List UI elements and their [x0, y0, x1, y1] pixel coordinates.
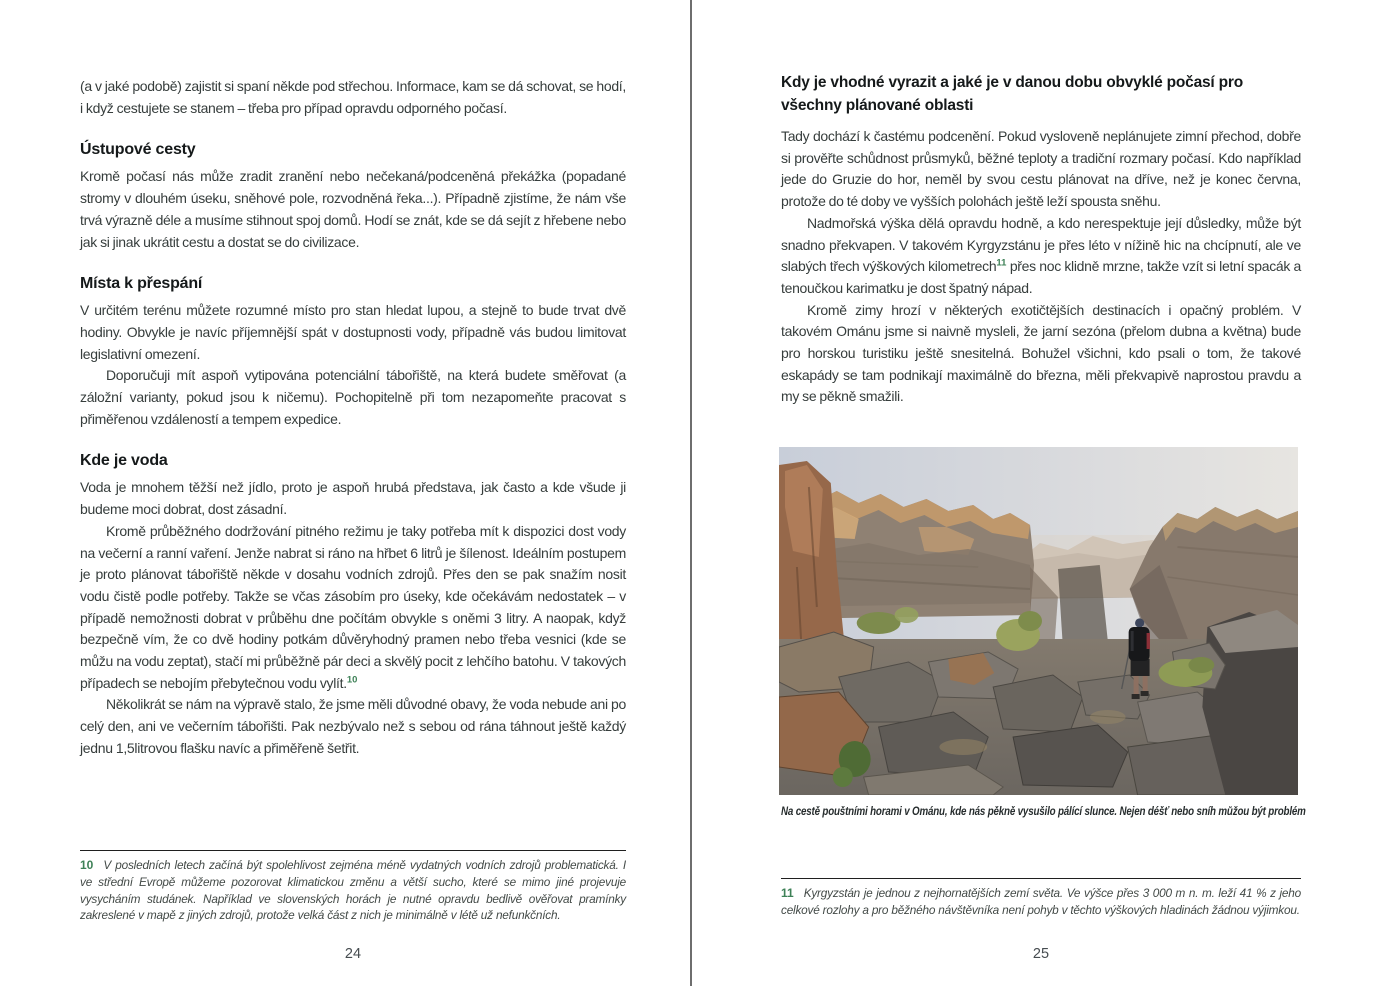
footnote-number: 10 — [80, 858, 94, 872]
page-number-25: 25 — [1032, 946, 1050, 962]
paragraph: Několikrát se nám na výpravě stalo, že jsme měli důvodné obavy, že voda nebude ani po celý den, ani ve večerním tábořišti. Pak nezbývalo než s sebou od rána táhnout ještě každý jednu 1,5litrovou flašku navíc a přiměřeně šetřit. — [80, 696, 626, 756]
chapter-heading: Kdy je vhodné vyrazit a jaké je v danou dobu obvyklé počasí pro všechny plánované oblasti — [781, 74, 1244, 114]
paragraph-text: přes noc klidně mrzne, takže vzít si letní spacák a tenoučkou karimatku je dost špatný nápad. — [781, 258, 1301, 296]
photo-caption: Na cestě pouštními horami v Ománu, kde nás pěkně vysušilo pálící slunce. Nejen déšť nebo sníh můžou být problém — [781, 806, 1306, 818]
footnote-reference-10: 10 — [346, 674, 358, 686]
section-heading-kde-je-voda: Kde je voda — [80, 452, 168, 470]
footnote-text: Kyrgyzstán je jednou z nejhornatějších zemí světa. Ve výšce přes 3 000 m n. m. leží 41 % z jeho celkové rozlohy a pro běžného návštěvníka není pohyb v těchto výškových hladinách žádnou výjimkou. — [781, 886, 1301, 917]
page-gutter-divider — [690, 0, 692, 986]
paragraph — [781, 213, 1301, 300]
section-heading-ustupove-cesty: Ústupové cesty — [80, 141, 196, 159]
footnote-block-right — [781, 878, 1301, 919]
footnote-10 — [80, 857, 626, 924]
footnote-text: V posledních letech začíná být spolehlivost zejména méně vydatných vodních zdrojů problematická. I ve střední Evropě můžeme pozorovat klimatickou změnu a větší sucho, které se mimo jiné projevuje vysycháním studánek. Například ve slovenských horách je nutné opravdu bedlivě ověřovat pramínky zakreslené v mapě z jiných zdrojů, protože velká část z nich je minimálně v létě už nefunkčních. — [80, 858, 626, 923]
paragraph-text: Nadmořská výška dělá opravdu hodně, a kdo nerespektuje její důsledky, může být snadno překvapen. V takovém Kyrgyzstánu je přes léto v nížině hic na chcípnutí, ale ve slabých třech výškových kilometrech — [781, 214, 1301, 275]
footnote-block-left — [80, 850, 626, 924]
footnote-reference-11: 11 — [996, 257, 1007, 269]
paragraph: Tady dochází k častému podcenění. Pokud vysloveně neplánujete zimní přechod, dobře si prověřte schůdnost průsmyků, běžné teploty a tradiční rozmary počasí. Kdo například jede do Gruzie do hor, neměl by svou cestu plánovat na dříve, než je konec června, protože do té doby ve vyšších polohách ještě leží spousta sněhu. — [781, 128, 1301, 210]
paragraph: Voda je mnohem těžší než jídlo, proto je aspoň hrubá představa, jak často a kde všude ji budeme moci dobrat, dost zásadní. — [80, 479, 626, 518]
paragraph: V určitém terénu můžete rozumné místo pro stan hledat lupou, a stejně to bude trvat dvě hodiny. Obvykle je navíc příjemnější spát v dostupnosti vody, případně vás budou limitovat legislativní omezení. — [80, 302, 626, 362]
right-page-text-column — [781, 71, 1301, 408]
paragraph-text: Kromě průběžného dodržování pitného režimu je taky potřeba mít k dispozici dost vody na večerní a ranní vaření. Jenže nabrat si ráno na hřbet 6 litrů je šílenost. Ideálním postupem je proto plánovat tábořiště někde v dosahu vodních zdrojů. Přes den se pak snažím nosit vodu čistě podle potřeby. Takže se včas zásobím pro úseky, kde očekávám nedostatek – v případě nemožnosti dobrat v průběhu dne počítám obvykle s oněmi 3 litry. A naopak, když bezpečně vím, že co dvě hodiny potkám důvěryhodný pramen nebo třeba vesnici (kde se můžu na vodu zeptat), stačí mi průběžně pár deci a skvělý pocit z lehčího batohu. V takových případech se nebojím přebytečnou vodu vylít. — [80, 522, 626, 691]
page-number-24: 24 — [344, 946, 362, 962]
canyon-photo-illustration — [779, 447, 1298, 795]
paragraph: Kromě zimy hrozí v některých exotičtějších destinacích i opačný problém. V takovém Ománu jsme si naivně mysleli, že jarní sezóna (přelom dubna a května) bude pro horskou turistiku ještě snesitelná. Bohužel všichni, kdo psali o tom, že takové eskapády se tam podnikají maximálně do března, měli překvapivě naprostou pravdu a my se pěkně smažili. — [781, 301, 1301, 405]
section-heading-mista-k-prespani: Místa k přespání — [80, 275, 203, 293]
left-page-text-column — [80, 76, 626, 760]
paragraph — [80, 521, 626, 695]
footnote-11 — [781, 885, 1301, 919]
paragraph: Doporučuji mít aspoň vytipována potenciální tábořiště, na která budete směřovat (a záložní varianty, pokud jsou k ničemu). Pochopitelně při tom nezapomeňte pracovat s přiměřenou vzdáleností a tempem expedice. — [80, 367, 626, 427]
paragraph: Kromě počasí nás může zradit zranění nebo nečekaná/podceněná překážka (popadané stromy v dlouhém úseku, sněhové pole, rozvodněná řeka...). Případně zjistíme, že nám vše trvá výrazně déle a musíme stihnout spoj domů. Hodí se znát, kde se dá sejít z hřebene nebo jak si jinak ukrátit cestu a dostat se do civilizace. — [80, 168, 626, 250]
oman-canyon-photo — [779, 447, 1298, 795]
footnote-number: 11 — [781, 886, 794, 900]
paragraph: (a v jaké podobě) zajistit si spaní někde pod střechou. Informace, kam se dá schovat, se hodí, i když cestujete se stanem – třeba pro případ opravdu odporného počasí. — [80, 78, 626, 116]
